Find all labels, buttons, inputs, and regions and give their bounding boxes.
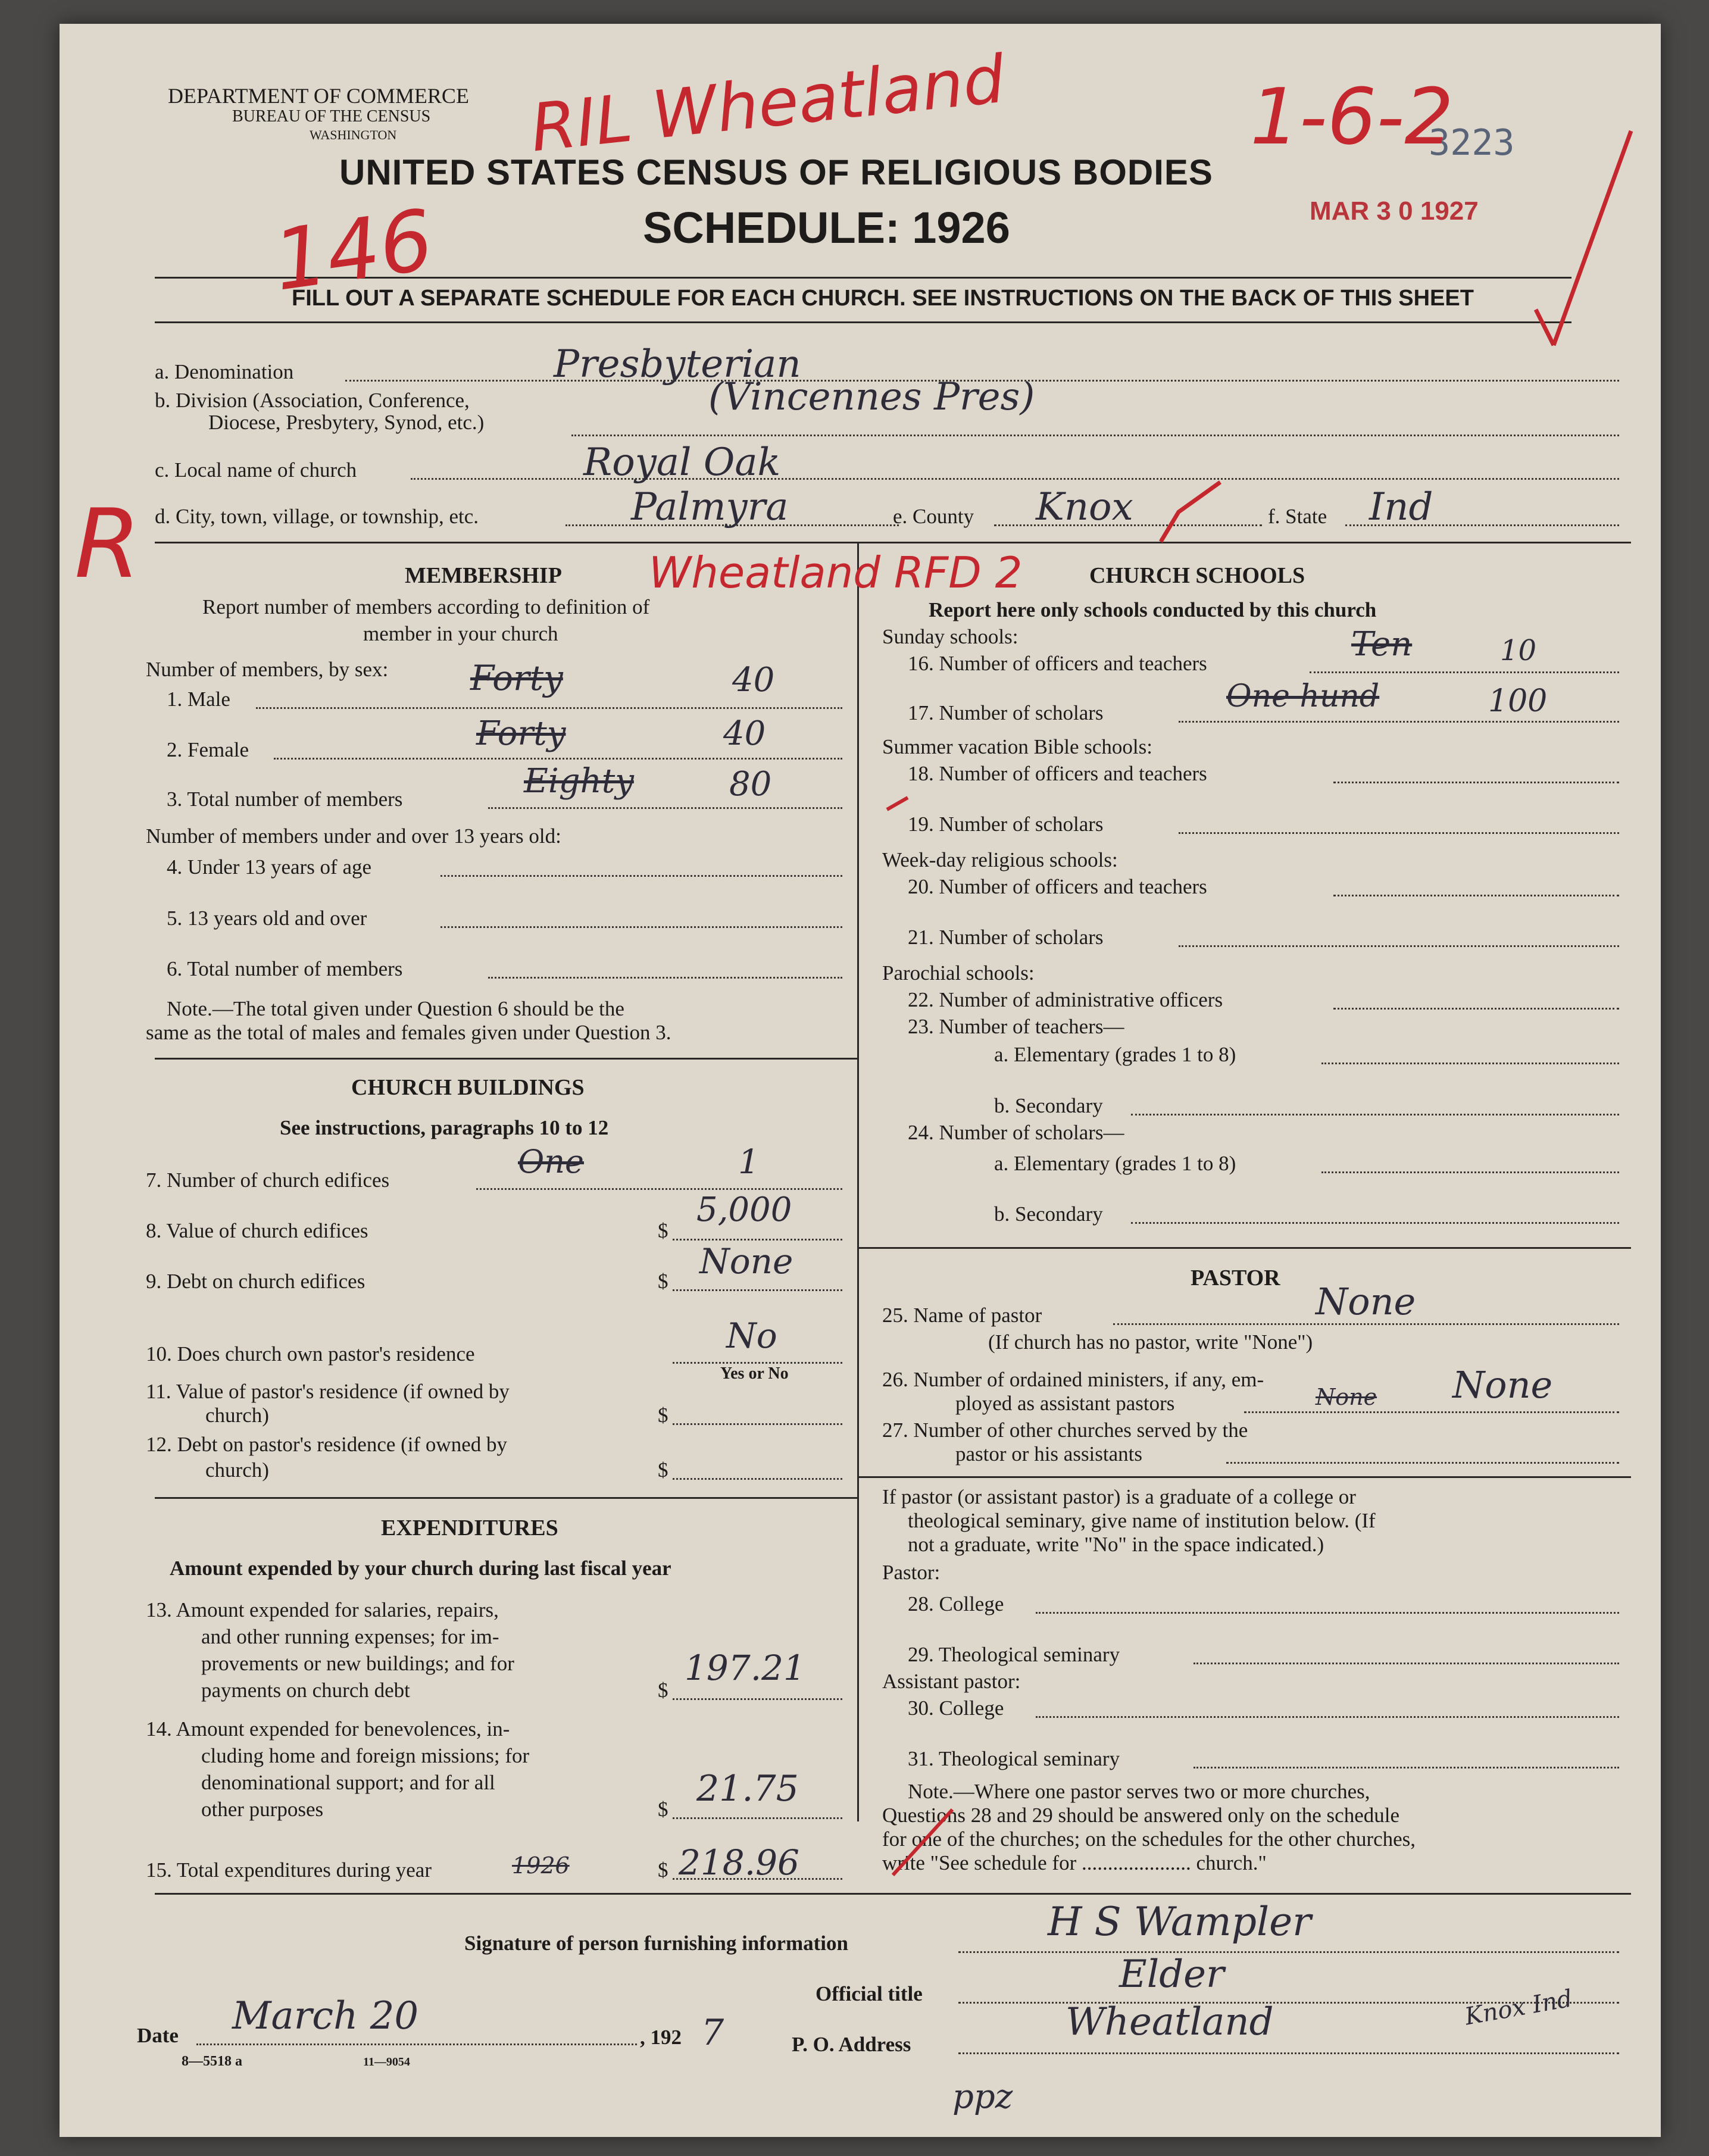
- q17-value: 100: [1488, 683, 1548, 719]
- weekday-heading: Week-day religious schools:: [882, 848, 1118, 871]
- q7-label: 7. Number of church edifices: [146, 1168, 390, 1192]
- q26-value: None: [1452, 1363, 1553, 1407]
- expenditures-subheading: Amount expended by your church during last fiscal year: [170, 1557, 671, 1580]
- q1-value: 40: [732, 661, 775, 699]
- buildings-subheading: See instructions, paragraphs 10 to 12: [280, 1116, 609, 1139]
- q3-word: Eighty: [524, 762, 634, 801]
- yes-no-hint: Yes or No: [720, 1364, 789, 1383]
- q23a-label: a. Elementary (grades 1 to 8): [994, 1043, 1236, 1066]
- date-value: March 20: [232, 1994, 419, 2038]
- form-number: 8—5518 a: [182, 2054, 242, 2069]
- graduate-note-1: If pastor (or assistant pastor) is a graduate of a college or: [882, 1485, 1356, 1508]
- bottom-note: ppz: [952, 2077, 1013, 2116]
- q1-word: Forty: [470, 658, 563, 698]
- membership-intro-2: member in your church: [363, 622, 558, 645]
- q17-word: One hund: [1226, 679, 1380, 714]
- by-sex-heading: Number of members, by sex:: [146, 658, 389, 681]
- q1-label: 1. Male: [167, 688, 230, 711]
- q14-value: 21.75: [696, 1768, 799, 1810]
- q9-label: 9. Debt on church edifices: [146, 1270, 365, 1293]
- membership-note-1: Note.—The total given under Question 6 should be the: [167, 997, 624, 1020]
- county-label: e. County: [893, 505, 974, 528]
- q15-dollar: $: [658, 1858, 668, 1882]
- q19-label: 19. Number of scholars: [908, 813, 1104, 836]
- bureau-line: BUREAU OF THE CENSUS: [232, 107, 431, 126]
- q27-label-1: 27. Number of other churches served by the: [882, 1418, 1248, 1442]
- q25-value: None: [1316, 1280, 1416, 1323]
- po-address-label: P. O. Address: [792, 2033, 911, 2056]
- membership-note-2: same as the total of males and females given under Question 3.: [146, 1021, 671, 1044]
- q13-dollar: $: [658, 1679, 668, 1702]
- q24b-label: b. Secondary: [994, 1202, 1103, 1226]
- q13-value: 197.21: [685, 1648, 805, 1688]
- q25-label: 25. Name of pastor: [882, 1304, 1042, 1327]
- county-value: Knox: [1036, 485, 1133, 529]
- q27-label-2: pastor or his assistants: [955, 1442, 1143, 1466]
- q8-dollar: $: [658, 1219, 668, 1242]
- q11-label: 11. Value of pastor's residence (if owned by: [146, 1380, 510, 1403]
- q9-dollar: $: [658, 1270, 668, 1293]
- q10-label: 10. Does church own pastor's residence: [146, 1342, 475, 1366]
- local-name-label: c. Local name of church: [155, 458, 357, 482]
- q3-value: 80: [729, 765, 772, 804]
- q13-label-1: 13. Amount expended for salaries, repairs,: [146, 1598, 499, 1621]
- state-value: Ind: [1369, 485, 1433, 529]
- q23b-label: b. Secondary: [994, 1094, 1103, 1117]
- department-line: DEPARTMENT OF COMMERCE: [168, 84, 469, 108]
- q5-label: 5. 13 years old and over: [167, 907, 367, 930]
- denomination-value: Presbyterian: [554, 342, 801, 386]
- q24a-label: a. Elementary (grades 1 to 8): [994, 1152, 1236, 1175]
- q30-label: 30. College: [908, 1696, 1004, 1720]
- city-label: d. City, town, village, or township, etc.: [155, 505, 479, 528]
- signature-label: Signature of person furnishing information: [464, 1932, 848, 1955]
- official-title-value: Elder: [1119, 1952, 1224, 1996]
- q2-label: 2. Female: [167, 738, 249, 761]
- census-schedule-sheet: [60, 24, 1661, 2137]
- q7-word: One: [518, 1143, 585, 1180]
- signature-value: H S Wampler: [1048, 1899, 1311, 1945]
- division-value: (Vincennes Pres): [708, 375, 1035, 419]
- q8-value: 5,000: [696, 1191, 792, 1229]
- q9-value: None: [699, 1241, 793, 1282]
- q23-label: 23. Number of teachers—: [908, 1015, 1124, 1038]
- washington-line: WASHINGTON: [310, 127, 397, 142]
- q13-label-3: provements or new buildings; and for: [201, 1652, 514, 1675]
- q31-label: 31. Theological seminary: [908, 1747, 1120, 1770]
- q8-label: 8. Value of church edifices: [146, 1219, 368, 1242]
- parochial-heading: Parochial schools:: [882, 961, 1035, 985]
- pastor-note-1: Note.—Where one pastor serves two or more churches,: [908, 1780, 1370, 1803]
- q24-label: 24. Number of scholars—: [908, 1121, 1124, 1144]
- graduate-note-3: not a graduate, write "No" in the space indicated.): [908, 1533, 1324, 1556]
- q15-value: 218.96: [679, 1842, 799, 1883]
- q2-word: Forty: [476, 714, 566, 753]
- state-label: f. State: [1268, 505, 1327, 528]
- year-digit: 7: [701, 2012, 724, 2054]
- q14-label-1: 14. Amount expended for benevolences, in-: [146, 1717, 510, 1741]
- schools-intro: Report here only schools conducted by this church: [929, 598, 1377, 621]
- graduate-note-2: theological seminary, give name of institution below. (If: [908, 1509, 1376, 1532]
- q25-note: (If church has no pastor, write "None"): [988, 1330, 1313, 1354]
- date-label: Date: [137, 2024, 179, 2047]
- q3-label: 3. Total number of members: [167, 788, 403, 811]
- q6-label: 6. Total number of members: [167, 957, 403, 980]
- summer-heading: Summer vacation Bible schools:: [882, 735, 1152, 758]
- q26-label-2: ployed as assistant pastors: [955, 1392, 1175, 1415]
- q22-label: 22. Number of administrative officers: [908, 988, 1223, 1011]
- q15-year: 1926: [512, 1852, 570, 1879]
- sunday-heading: Sunday schools:: [882, 625, 1018, 648]
- instructions-bar: FILL OUT A SEPARATE SCHEDULE FOR EACH CHURCH. SEE INSTRUCTIONS ON THE BACK OF THIS SHEET: [292, 286, 1474, 311]
- buildings-heading: CHURCH BUILDINGS: [351, 1075, 585, 1100]
- q10-value: No: [726, 1316, 777, 1356]
- division-label: b. Division (Association, Conference,: [155, 389, 470, 412]
- q14-label-2: cluding home and foreign missions; for: [201, 1744, 530, 1767]
- membership-intro-1: Report number of members according to definition of: [202, 595, 650, 618]
- red-r-annotation: R: [74, 488, 141, 599]
- q17-label: 17. Number of scholars: [908, 701, 1104, 724]
- q14-label-3: denominational support; and for all: [201, 1771, 495, 1794]
- expenditures-heading: EXPENDITURES: [381, 1516, 558, 1541]
- assistant-subheading: Assistant pastor:: [882, 1670, 1021, 1693]
- schools-heading: CHURCH SCHOOLS: [1089, 563, 1305, 588]
- pastor-subheading: Pastor:: [882, 1561, 941, 1584]
- pastor-heading: PASTOR: [1191, 1266, 1280, 1291]
- denomination-label: a. Denomination: [155, 360, 294, 383]
- q4-label: 4. Under 13 years of age: [167, 855, 372, 879]
- red-code-annotation: 1-6-2: [1250, 71, 1454, 162]
- q16-word: Ten: [1351, 625, 1413, 664]
- schedule-year: SCHEDULE: 1926: [643, 203, 1010, 252]
- q15-label: 15. Total expenditures during year: [146, 1858, 432, 1882]
- q14-label-4: other purposes: [201, 1798, 324, 1821]
- membership-heading: MEMBERSHIP: [405, 563, 562, 588]
- age-heading: Number of members under and over 13 years old:: [146, 824, 561, 848]
- print-number: 11—9054: [363, 2055, 410, 2068]
- q16-label: 16. Number of officers and teachers: [908, 652, 1207, 675]
- q18-label: 18. Number of officers and teachers: [908, 762, 1207, 785]
- pastor-note-3: for one of the churches; on the schedules for the other churches,: [882, 1827, 1416, 1851]
- q16-value: 10: [1500, 634, 1537, 667]
- q11-label-2: church): [205, 1404, 269, 1427]
- q20-label: 20. Number of officers and teachers: [908, 875, 1207, 898]
- q13-label-2: and other running expenses; for im-: [201, 1625, 499, 1648]
- received-date-stamp: MAR 3 0 1927: [1310, 196, 1479, 226]
- q26-struck: None: [1316, 1384, 1377, 1410]
- red-locality-annotation: RIL Wheatland: [527, 40, 1008, 167]
- q7-value: 1: [738, 1143, 760, 1182]
- pastor-note-4: write "See schedule for ..................... church.": [882, 1851, 1267, 1874]
- official-title-label: Official title: [816, 1982, 923, 2005]
- q21-label: 21. Number of scholars: [908, 926, 1104, 949]
- form-title: UNITED STATES CENSUS OF RELIGIOUS BODIES: [339, 152, 1213, 192]
- q13-label-4: payments on church debt: [201, 1679, 410, 1702]
- q28-label: 28. College: [908, 1592, 1004, 1616]
- q11-dollar: $: [658, 1404, 668, 1427]
- q12-label-2: church): [205, 1458, 269, 1482]
- po-address-value: Wheatland: [1066, 2000, 1274, 2044]
- red-146-annotation: 146: [267, 192, 439, 310]
- q2-value: 40: [723, 714, 766, 753]
- q29-label: 29. Theological seminary: [908, 1643, 1120, 1666]
- red-check-marks: [60, 24, 1661, 2137]
- red-address-annotation: Wheatland RFD 2: [649, 548, 1023, 598]
- local-name-value: Royal Oak: [583, 440, 781, 485]
- q14-dollar: $: [658, 1798, 668, 1821]
- q12-dollar: $: [658, 1458, 668, 1482]
- pastor-note-2: Questions 28 and 29 should be answered only on the schedule: [882, 1804, 1400, 1827]
- po-address-extra: Knox Ind: [1463, 1985, 1574, 2031]
- year-prefix: , 192: [640, 2026, 682, 2049]
- q12-label: 12. Debt on pastor's residence (if owned by: [146, 1433, 507, 1456]
- stamp-number: 3223: [1429, 122, 1515, 164]
- division-label-2: Diocese, Presbytery, Synod, etc.): [208, 411, 485, 434]
- q26-label-1: 26. Number of ordained ministers, if any, em-: [882, 1368, 1264, 1391]
- city-value: Palmyra: [631, 485, 789, 529]
